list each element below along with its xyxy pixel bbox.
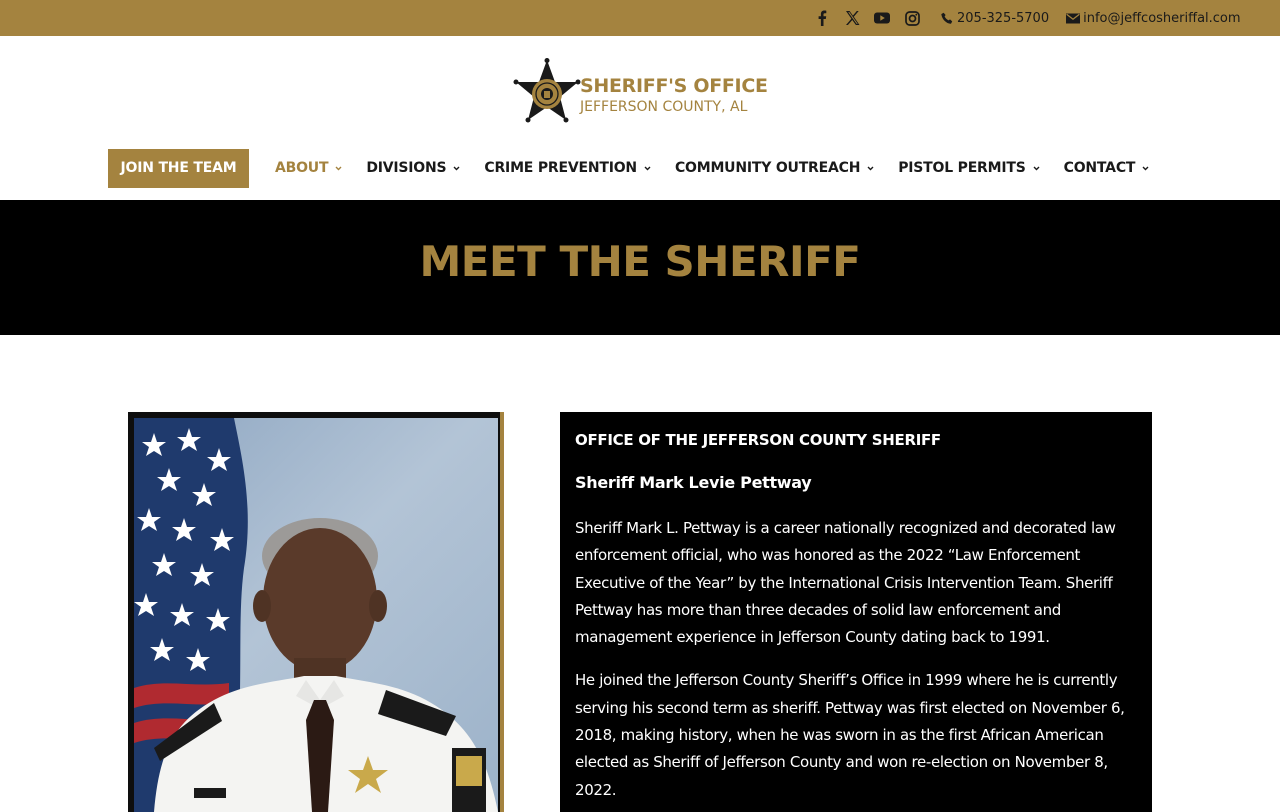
instagram-icon[interactable]: [903, 9, 921, 27]
chevron-down-icon: [453, 165, 460, 172]
bio-paragraph: Sheriff Mark L. Pettway is a career nationally recognized and decorated law enforcement official, who was honored as the 2022 “Law Enforcement Executive of the Year” by the International Crisis Intervention Team. Sheriff Pettway has more than three decades of solid law enforcement and management experience in Jefferson County dating back to 1991.: [575, 519, 1116, 647]
nav-item-about[interactable]: [275, 160, 342, 176]
phone-number: 205-325-5700: [957, 10, 1050, 26]
phone-link[interactable]: [941, 11, 1049, 26]
sheriff-star-icon: [513, 58, 581, 133]
main-nav: [108, 148, 1149, 188]
page-banner: [0, 200, 1280, 335]
top-contact: [941, 9, 1241, 27]
social-links: [813, 9, 933, 27]
nav-item-label: COMMUNITY OUTREACH: [674, 160, 861, 176]
nav-item-crime-prevention[interactable]: [484, 160, 651, 176]
chevron-down-icon: [644, 165, 651, 172]
sheriff-bio: [560, 412, 1152, 812]
facebook-icon[interactable]: [813, 9, 831, 27]
sheriff-portrait: [134, 418, 498, 812]
nav-item-divisions[interactable]: [366, 160, 460, 176]
sheriff-logo[interactable]: [513, 58, 766, 133]
nav-item-label: CONTACT: [1063, 160, 1136, 176]
bio-heading: OFFICE OF THE JEFFERSON COUNTY SHERIFF: [575, 431, 941, 449]
nav-item-label: ABOUT: [275, 160, 329, 176]
chevron-down-icon: [867, 165, 874, 172]
email-address: info@jeffcosheriffal.com: [1083, 10, 1241, 26]
logo-title: SHERIFF'S OFFICE: [580, 75, 768, 97]
nav-item-label: DIVISIONS: [366, 160, 447, 176]
sheriff-name: Sheriff Mark Levie Pettway: [575, 473, 812, 492]
top-bar: [0, 0, 1280, 36]
youtube-icon[interactable]: [873, 9, 891, 27]
nav-item-community-outreach[interactable]: [675, 160, 874, 176]
email-icon: [1066, 13, 1080, 24]
email-link[interactable]: [1066, 11, 1240, 26]
chevron-down-icon: [335, 165, 342, 172]
nav-item-pistol-permits[interactable]: [898, 160, 1039, 176]
x-icon[interactable]: [843, 9, 861, 27]
logo-subtitle: JEFFERSON COUNTY, AL: [580, 99, 748, 115]
sheriff-photo-frame: [128, 412, 504, 812]
nav-item-label: PISTOL PERMITS: [898, 160, 1026, 176]
chevron-down-icon: [1033, 165, 1040, 172]
chevron-down-icon: [1142, 165, 1149, 172]
nav-item-contact[interactable]: [1064, 160, 1150, 176]
phone-icon: [941, 12, 954, 25]
bio-paragraph: He joined the Jefferson County Sheriff’s Office in 1999 where he is currently serving his second term as sheriff. Pettway was first elected on November 6, 2018, making history, when he was sworn in as the first African American elected as Sheriff of Jefferson County and won re-election on November 8, 2022.: [575, 671, 1125, 799]
nav-item-label: CRIME PREVENTION: [484, 160, 637, 176]
join-the-team-button[interactable]: JOIN THE TEAM: [108, 149, 249, 188]
site-header: [0, 36, 1280, 200]
page-title: MEET THE SHERIFF: [419, 237, 861, 286]
